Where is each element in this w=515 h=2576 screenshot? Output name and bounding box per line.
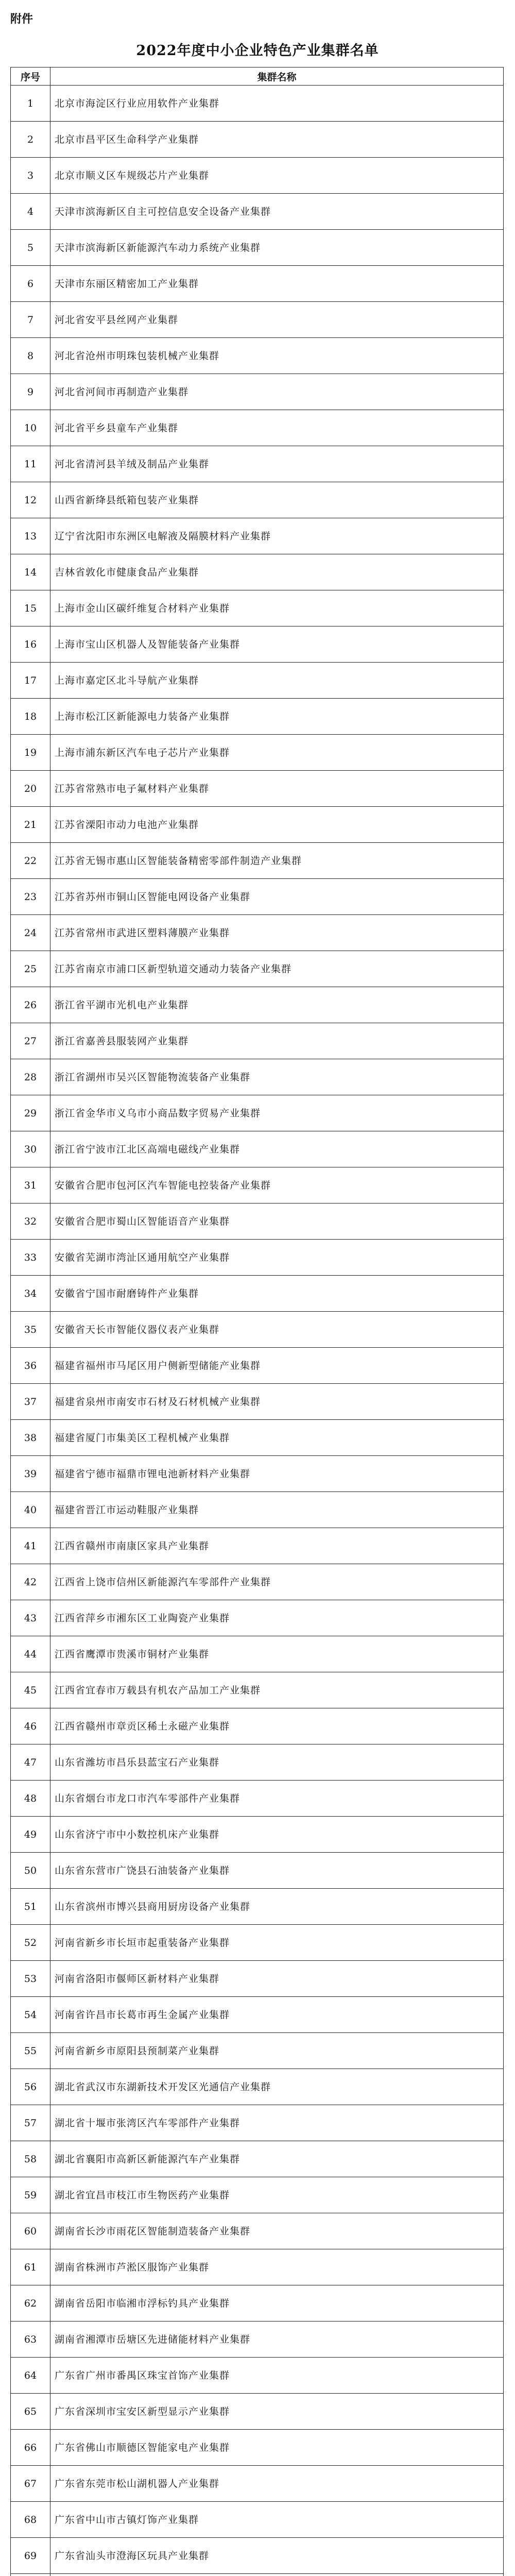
cluster-name-cell: 湖北省十堰市张湾区汽车零部件产业集群 <box>50 2105 504 2141</box>
serial-number-cell: 49 <box>11 1817 50 1853</box>
table-row <box>11 518 504 554</box>
cluster-name-cell: 安徽省合肥市包河区汽车智能电控装备产业集群 <box>50 1167 504 1204</box>
serial-number-cell: 17 <box>11 663 50 699</box>
table-row <box>11 879 504 915</box>
cluster-name-cell: 浙江省宁波市江北区高端电磁线产业集群 <box>50 1131 504 1167</box>
serial-number-cell: 3 <box>11 158 50 194</box>
serial-number-cell: 2 <box>11 122 50 158</box>
cluster-name-cell: 江西省上饶市信州区新能源汽车零部件产业集群 <box>50 1564 504 1600</box>
serial-number-cell: 21 <box>11 807 50 843</box>
table-row <box>11 1781 504 1817</box>
table-row <box>11 2574 504 2576</box>
cluster-name-cell: 河南省新乡市长垣市起重装备产业集群 <box>50 1925 504 1961</box>
table-row <box>11 1817 504 1853</box>
serial-number-cell: 68 <box>11 2502 50 2538</box>
cluster-name-cell: 广东省佛山市顺德区智能家电产业集群 <box>50 2430 504 2466</box>
table-row <box>11 807 504 843</box>
table-row <box>11 915 504 951</box>
serial-number-cell: 63 <box>11 2321 50 2358</box>
cluster-name-cell: 福建省泉州市南安市石材及石材机械产业集群 <box>50 1384 504 1420</box>
serial-number-cell: 56 <box>11 2069 50 2105</box>
cluster-name-cell: 江西省宜春市万载县有机农产品加工产业集群 <box>50 1672 504 1708</box>
table-row <box>11 1853 504 1889</box>
table-row <box>11 2538 504 2574</box>
table-row <box>11 2466 504 2502</box>
header-serial-number: 序号 <box>11 67 50 86</box>
cluster-name-cell: 湖南省长沙市雨花区智能制造装备产业集群 <box>50 2213 504 2249</box>
document-title: 2022年度中小企业特色产业集群名单 <box>136 43 379 59</box>
cluster-name-cell: 天津市东丽区精密加工产业集群 <box>50 266 504 302</box>
cluster-name-cell: 湖北省襄阳市高新区新能源汽车产业集群 <box>50 2141 504 2177</box>
table-row <box>11 1961 504 1997</box>
table-row <box>11 1600 504 1636</box>
table-row <box>11 1348 504 1384</box>
table-row <box>11 86 504 122</box>
serial-number-cell: 65 <box>11 2394 50 2430</box>
table-row <box>11 987 504 1023</box>
cluster-name-cell: 福建省晋江市运动鞋服产业集群 <box>50 1492 504 1528</box>
serial-number-cell: 24 <box>11 915 50 951</box>
serial-number-cell: 50 <box>11 1853 50 1889</box>
serial-number-cell: 8 <box>11 338 50 374</box>
serial-number-cell: 58 <box>11 2141 50 2177</box>
cluster-name-cell: 江西省赣州市南康区家具产业集群 <box>50 1528 504 1564</box>
serial-number-cell: 31 <box>11 1167 50 1204</box>
cluster-name-cell: 广东省汕头市澄海区玩具产业集群 <box>50 2538 504 2574</box>
serial-number-cell: 35 <box>11 1312 50 1348</box>
table-row <box>11 1204 504 1240</box>
serial-number-cell: 52 <box>11 1925 50 1961</box>
serial-number-cell: 36 <box>11 1348 50 1384</box>
cluster-name-cell: 安徽省宁国市耐磨铸件产业集群 <box>50 1276 504 1312</box>
cluster-name-cell: 上海市金山区碳纤维复合材料产业集群 <box>50 590 504 626</box>
serial-number-cell: 33 <box>11 1240 50 1276</box>
cluster-name-cell: 河北省平乡县童车产业集群 <box>50 410 504 446</box>
cluster-name-cell: 福建省厦门市集美区工程机械产业集群 <box>50 1420 504 1456</box>
serial-number-cell: 44 <box>11 1636 50 1672</box>
serial-number-cell: 13 <box>11 518 50 554</box>
table-row <box>11 1131 504 1167</box>
cluster-name-cell: 吉林省敦化市健康食品产业集群 <box>50 554 504 590</box>
serial-number-cell: 67 <box>11 2466 50 2502</box>
serial-number-cell: 10 <box>11 410 50 446</box>
header-cluster-name: 集群名称 <box>50 67 504 86</box>
table-row <box>11 1384 504 1420</box>
attachment-label: 附件 <box>10 13 33 26</box>
serial-number-cell: 27 <box>11 1023 50 1059</box>
table-row <box>11 1059 504 1095</box>
serial-number-cell: 26 <box>11 987 50 1023</box>
cluster-name-cell: 湖南省岳阳市临湘市浮标钓具产业集群 <box>50 2285 504 2321</box>
table-row <box>11 1095 504 1131</box>
serial-number-cell: 22 <box>11 843 50 879</box>
table-row <box>11 663 504 699</box>
table-row <box>11 1997 504 2033</box>
cluster-name-cell: 浙江省金华市义乌市小商品数字贸易产业集群 <box>50 1095 504 1131</box>
table-row <box>11 1925 504 1961</box>
serial-number-cell: 5 <box>11 230 50 266</box>
cluster-name-cell: 福建省宁德市福鼎市锂电池新材料产业集群 <box>50 1456 504 1492</box>
serial-number-cell: 30 <box>11 1131 50 1167</box>
serial-number-cell: 64 <box>11 2358 50 2394</box>
table-row <box>11 2502 504 2538</box>
table-row <box>11 338 504 374</box>
table-row <box>11 1889 504 1925</box>
cluster-name-cell: 湖南省湘潭市岳塘区先进储能材料产业集群 <box>50 2321 504 2358</box>
cluster-name-cell: 广东省中山市古镇灯饰产业集群 <box>50 2502 504 2538</box>
serial-number-cell: 48 <box>11 1781 50 1817</box>
cluster-name-cell: 安徽省芜湖市湾沚区通用航空产业集群 <box>50 1240 504 1276</box>
serial-number-cell: 54 <box>11 1997 50 2033</box>
table-row <box>11 158 504 194</box>
table-header-row <box>11 67 504 86</box>
cluster-name-cell: 广东省深圳市宝安区新型显示产业集群 <box>50 2394 504 2430</box>
cluster-name-cell: 江西省鹰潭市贵溪市铜材产业集群 <box>50 1636 504 1672</box>
cluster-name-cell: 广东省东莞市松山湖机器人产业集群 <box>50 2466 504 2502</box>
cluster-list-table <box>10 67 504 2576</box>
table-row <box>11 1564 504 1600</box>
serial-number-cell: 59 <box>11 2177 50 2213</box>
cluster-name-cell: 山东省潍坊市昌乐县蓝宝石产业集群 <box>50 1744 504 1781</box>
serial-number-cell: 62 <box>11 2285 50 2321</box>
serial-number-cell: 61 <box>11 2249 50 2285</box>
serial-number-cell: 23 <box>11 879 50 915</box>
serial-number-cell: 29 <box>11 1095 50 1131</box>
table-row <box>11 194 504 230</box>
table-row <box>11 2141 504 2177</box>
serial-number-cell: 45 <box>11 1672 50 1708</box>
serial-number-cell: 39 <box>11 1456 50 1492</box>
cluster-name-cell: 江西省赣州市章贡区稀土永磁产业集群 <box>50 1708 504 1744</box>
table-row <box>11 1312 504 1348</box>
table-row <box>11 2394 504 2430</box>
table-row <box>11 2213 504 2249</box>
serial-number-cell: 55 <box>11 2033 50 2069</box>
serial-number-cell: 34 <box>11 1276 50 1312</box>
table-row <box>11 735 504 771</box>
serial-number-cell: 25 <box>11 951 50 987</box>
cluster-name-cell: 天津市滨海新区自主可控信息安全设备产业集群 <box>50 194 504 230</box>
serial-number-cell: 7 <box>11 302 50 338</box>
cluster-name-cell: 天津市滨海新区新能源汽车动力系统产业集群 <box>50 230 504 266</box>
cluster-name-cell: 江苏省苏州市铜山区智能电网设备产业集群 <box>50 879 504 915</box>
cluster-name-cell: 辽宁省沈阳市东洲区电解液及隔膜材料产业集群 <box>50 518 504 554</box>
cluster-name-cell: 江西省萍乡市湘东区工业陶瓷产业集群 <box>50 1600 504 1636</box>
cluster-name-cell: 浙江省嘉善县服装网产业集群 <box>50 1023 504 1059</box>
serial-number-cell: 16 <box>11 626 50 663</box>
table-row <box>11 2321 504 2358</box>
cluster-name-cell: 北京市昌平区生命科学产业集群 <box>50 122 504 158</box>
serial-number-cell: 4 <box>11 194 50 230</box>
serial-number-cell: 43 <box>11 1600 50 1636</box>
serial-number-cell: 41 <box>11 1528 50 1564</box>
serial-number-cell: 51 <box>11 1889 50 1925</box>
serial-number-cell: 42 <box>11 1564 50 1600</box>
cluster-name-cell: 河北省沧州市明珠包装机械产业集群 <box>50 338 504 374</box>
table-row <box>11 2069 504 2105</box>
serial-number-cell: 19 <box>11 735 50 771</box>
table-row <box>11 1636 504 1672</box>
table-row <box>11 1023 504 1059</box>
cluster-name-cell: 湖南省株洲市芦淞区服饰产业集群 <box>50 2249 504 2285</box>
table-row <box>11 1528 504 1564</box>
serial-number-cell: 60 <box>11 2213 50 2249</box>
table-row <box>11 2430 504 2466</box>
cluster-name-cell: 江苏省常熟市电子氟材料产业集群 <box>50 771 504 807</box>
serial-number-cell: 40 <box>11 1492 50 1528</box>
table-row <box>11 410 504 446</box>
table-row <box>11 590 504 626</box>
table-row <box>11 1492 504 1528</box>
serial-number-cell: 1 <box>11 86 50 122</box>
cluster-name-cell: 江苏省无锡市惠山区智能装备精密零部件制造产业集群 <box>50 843 504 879</box>
table-row <box>11 266 504 302</box>
table-row <box>11 951 504 987</box>
serial-number-cell: 9 <box>11 374 50 410</box>
serial-number-cell: 12 <box>11 482 50 518</box>
serial-number-cell: 69 <box>11 2538 50 2574</box>
cluster-name-cell: 安徽省天长市智能仪器仪表产业集群 <box>50 1312 504 1348</box>
serial-number-cell: 66 <box>11 2430 50 2466</box>
cluster-name-cell: 河北省安平县丝网产业集群 <box>50 302 504 338</box>
cluster-name-cell: 山东省滨州市博兴县商用厨房设备产业集群 <box>50 1889 504 1925</box>
serial-number-cell: 47 <box>11 1744 50 1781</box>
cluster-name-cell: 江苏省常州市武进区塑料薄膜产业集群 <box>50 915 504 951</box>
cluster-name-cell: 浙江省湖州市吴兴区智能物流装备产业集群 <box>50 1059 504 1095</box>
cluster-name-cell: 上海市宝山区机器人及智能装备产业集群 <box>50 626 504 663</box>
cluster-name-cell: 湖北省宜昌市枝江市生物医药产业集群 <box>50 2177 504 2213</box>
table-body <box>11 86 504 2576</box>
serial-number-cell: 6 <box>11 266 50 302</box>
table-row <box>11 843 504 879</box>
serial-number-cell: 37 <box>11 1384 50 1420</box>
table-row <box>11 482 504 518</box>
table-row <box>11 230 504 266</box>
serial-number-cell: 32 <box>11 1204 50 1240</box>
table-row <box>11 554 504 590</box>
serial-number-cell: 18 <box>11 699 50 735</box>
cluster-name-cell: 湖北省武汉市东湖新技术开发区光通信产业集群 <box>50 2069 504 2105</box>
serial-number-cell: 11 <box>11 446 50 482</box>
serial-number-cell: 28 <box>11 1059 50 1095</box>
cluster-name-cell: 上海市松江区新能源电力装备产业集群 <box>50 699 504 735</box>
table-row <box>11 2033 504 2069</box>
serial-number-cell: 14 <box>11 554 50 590</box>
cluster-name-cell: 浙江省平湖市光机电产业集群 <box>50 987 504 1023</box>
cluster-name-cell <box>50 2574 504 2576</box>
serial-number-cell: 53 <box>11 1961 50 1997</box>
cluster-name-cell: 北京市海淀区行业应用软件产业集群 <box>50 86 504 122</box>
cluster-name-cell: 山东省济宁市中小数控机床产业集群 <box>50 1817 504 1853</box>
table-row <box>11 1167 504 1204</box>
cluster-name-cell: 安徽省合肥市蜀山区智能语音产业集群 <box>50 1204 504 1240</box>
table-row <box>11 1708 504 1744</box>
serial-number-cell: 38 <box>11 1420 50 1456</box>
cluster-name-cell: 山东省烟台市龙口市汽车零部件产业集群 <box>50 1781 504 1817</box>
table-row <box>11 1456 504 1492</box>
serial-number-cell: 46 <box>11 1708 50 1744</box>
table-row <box>11 2358 504 2394</box>
cluster-name-cell: 北京市顺义区车规级芯片产业集群 <box>50 158 504 194</box>
cluster-name-cell: 上海市浦东新区汽车电子芯片产业集群 <box>50 735 504 771</box>
cluster-name-cell: 江苏省南京市浦口区新型轨道交通动力装备产业集群 <box>50 951 504 987</box>
serial-number-cell: 15 <box>11 590 50 626</box>
table-row <box>11 1672 504 1708</box>
cluster-name-cell: 上海市嘉定区北斗导航产业集群 <box>50 663 504 699</box>
table-row <box>11 1420 504 1456</box>
table-row <box>11 2249 504 2285</box>
cluster-name-cell: 广东省广州市番禺区珠宝首饰产业集群 <box>50 2358 504 2394</box>
cluster-name-cell: 河南省洛阳市偃师区新材料产业集群 <box>50 1961 504 1997</box>
cluster-name-cell: 河南省许昌市长葛市再生金属产业集群 <box>50 1997 504 2033</box>
table-row <box>11 446 504 482</box>
table-row <box>11 771 504 807</box>
table-row <box>11 1744 504 1781</box>
cluster-name-cell: 江苏省溧阳市动力电池产业集群 <box>50 807 504 843</box>
cluster-name-cell: 河北省河间市再制造产业集群 <box>50 374 504 410</box>
table-row <box>11 2105 504 2141</box>
table-row <box>11 1276 504 1312</box>
cluster-name-cell: 河北省清河县羊绒及制品产业集群 <box>50 446 504 482</box>
table-row <box>11 626 504 663</box>
table-row <box>11 2285 504 2321</box>
table-row <box>11 302 504 338</box>
serial-number-cell: 20 <box>11 771 50 807</box>
cluster-name-cell: 山东省东营市广饶县石油装备产业集群 <box>50 1853 504 1889</box>
table-row <box>11 2177 504 2213</box>
table-row <box>11 699 504 735</box>
serial-number-cell <box>11 2574 50 2576</box>
cluster-name-cell: 河南省新乡市原阳县预制菜产业集群 <box>50 2033 504 2069</box>
table-row <box>11 374 504 410</box>
cluster-name-cell: 福建省福州市马尾区用户侧新型储能产业集群 <box>50 1348 504 1384</box>
cluster-name-cell: 山西省新绛县纸箱包装产业集群 <box>50 482 504 518</box>
serial-number-cell: 57 <box>11 2105 50 2141</box>
table-row <box>11 122 504 158</box>
table-row <box>11 1240 504 1276</box>
